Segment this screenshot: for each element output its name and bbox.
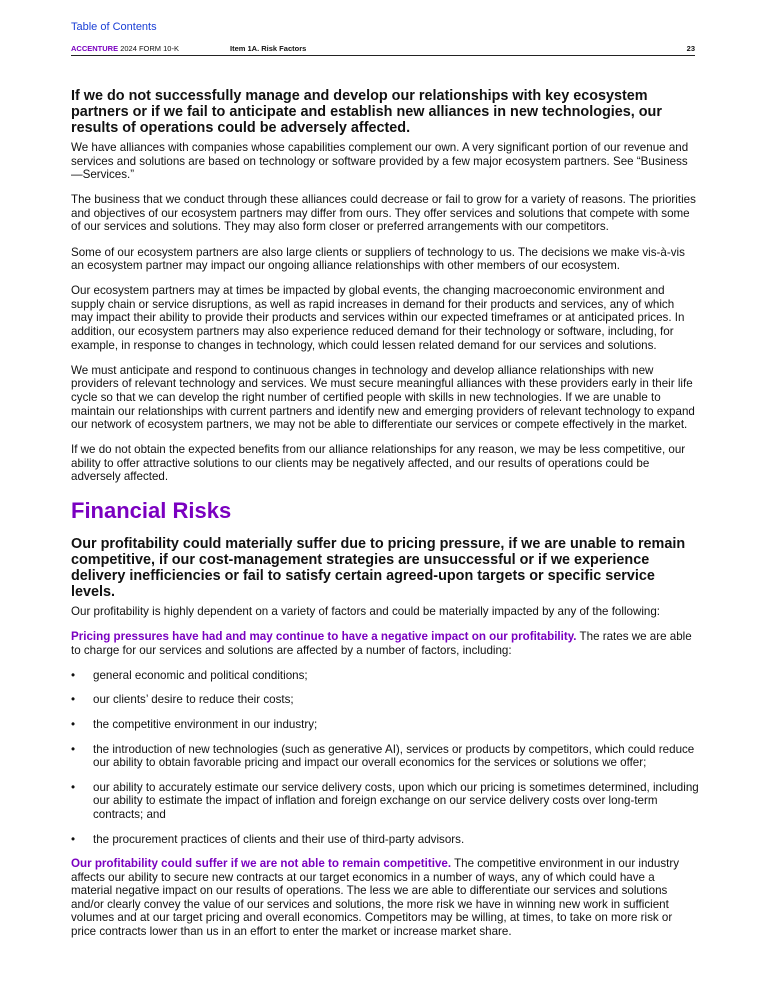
header-form: 2024 FORM 10-K xyxy=(120,44,179,53)
running-header xyxy=(71,44,695,56)
bullet-marker: • xyxy=(71,742,76,756)
table-of-contents-link[interactable]: Table of Contents xyxy=(71,21,157,33)
pricing-paragraph xyxy=(71,630,699,657)
header-brand xyxy=(71,44,179,53)
list-item xyxy=(71,718,699,732)
bullet-marker: • xyxy=(71,832,76,846)
competitive-paragraph xyxy=(71,857,699,939)
paragraph: If we do not obtain the expected benefits from our alliance relationships for any reason, we may be less competitive, our ability to offer attractive solutions to our clients may be negatively affected, and our results of operations could be adversely affected. xyxy=(71,443,686,484)
bullet-marker: • xyxy=(71,717,76,731)
list-item-text: the competitive environment in our industry; xyxy=(93,717,318,731)
brand-name: ACCENTURE xyxy=(71,44,119,53)
paragraph: We have alliances with companies whose capabilities complement our own. A very significant portion of our revenue and services and solutions are based on technology or software provided by a few major ecosystem partners. See “Business—Services.” xyxy=(71,141,689,182)
section-title-financial-risks: Financial Risks xyxy=(71,497,232,523)
competitive-text: The competitive environment in our industry affects our ability to secure new contracts at our target economics in a number of ways, any of which could have a material negative impact on our results of operations. The less we are able to differentiate our services and solutions and/or clearly convey the value of our services and solutions, the more risk we have in winning new work in sufficient volumes and at our target pricing and overall economics. Competitors may be willing, at times, to take on more risk or price contracts lower than us in an effort to enter the market or increase market share. xyxy=(71,857,680,939)
list-item-text: the procurement practices of clients and their use of third-party advisors. xyxy=(93,832,465,846)
list-item-text: our ability to accurately estimate our service delivery costs, upon which our pricing is sometimes determined, including our ability to estimate the impact of inflation and foreign exchange on our service delivery costs over long-term contracts; and xyxy=(93,780,699,821)
paragraph: We must anticipate and respond to continuous changes in technology and develop alliance relationships with new providers of relevant technology and services. We must secure meaningful alliances with these providers early in their life cycle so that we can develop the right number of certified people with skills in new technologies. If we are unable to maintain our relationships with current partners and identify new and emerging providers of relevant technology to expand our network of ecosystem partners, we may not be able to differentiate our services or compete effectively in the market. xyxy=(71,363,695,432)
list-item-text: our clients’ desire to reduce their costs; xyxy=(93,693,294,707)
risk-heading-ecosystem: If we do not successfully manage and develop our relationships with key ecosystem partners or if we fail to anticipate and establish new alliances in new technologies, our results of operations could be adversely affected. xyxy=(71,88,662,136)
pricing-text: The rates we are able to charge for our services and solutions are affected by a number of factors, including: xyxy=(71,630,692,657)
bullet-marker: • xyxy=(71,780,76,794)
paragraph: Our ecosystem partners may at times be impacted by global events, the changing macroeconomic environment and supply chain or service disruptions, as well as rapid increases in demand for their products and services, any of which may impact their ability to provide their products and services within our expected timeframes or at anticipated prices. In addition, our ecosystem partners may also experience reduced demand for their technology or software, including, for example, in response to changes in technology, which could lessen related demand for our services and solutions. xyxy=(71,284,685,352)
bullet-marker: • xyxy=(71,668,76,682)
list-item-text: the introduction of new technologies (such as generative AI), services or products by competitors, which could reduce our ability to obtain favorable pricing and impact our overall economics for the services or solutions we offer; xyxy=(93,742,695,770)
list-item xyxy=(71,693,699,707)
paragraph: Our profitability is highly dependent on a variety of factors and could be materially impacted by any of the following: xyxy=(71,604,661,618)
main-content xyxy=(71,88,699,950)
list-item-text: general economic and political conditions; xyxy=(93,668,308,682)
list-item xyxy=(71,743,699,770)
risk-heading-profitability: Our profitability could materially suffer due to pricing pressure, if we are unable to remain competitive, if our cost-management strategies are unsuccessful or if we experience delivery inefficiencies or fail to satisfy certain agreed-upon targets or specific service levels. xyxy=(71,535,686,600)
pricing-lead: Pricing pressures have had and may continue to have a negative impact on our profitability. xyxy=(71,630,577,644)
list-item xyxy=(71,781,699,822)
page-number: 23 xyxy=(686,44,695,53)
list-item xyxy=(71,833,699,847)
paragraph: Some of our ecosystem partners are also large clients or suppliers of technology to us. The decisions we make vis-à-vis an ecosystem partner may impact our ongoing alliance relationships with other members of our ecosystem. xyxy=(71,245,685,273)
competitive-lead: Our profitability could suffer if we are not able to remain competitive. xyxy=(71,857,452,871)
list-item xyxy=(71,669,699,683)
bullet-marker: • xyxy=(71,693,76,707)
pricing-factors-list xyxy=(71,669,699,846)
header-section: Item 1A. Risk Factors xyxy=(230,44,307,53)
paragraph: The business that we conduct through these alliances could decrease or fail to grow for a variety of reasons. The priorities and objectives of our ecosystem partners may differ from ours. They offer services and solutions that compete with some of our services and solutions. They may also form closer or preferred arrangements with our competitors. xyxy=(71,193,696,234)
